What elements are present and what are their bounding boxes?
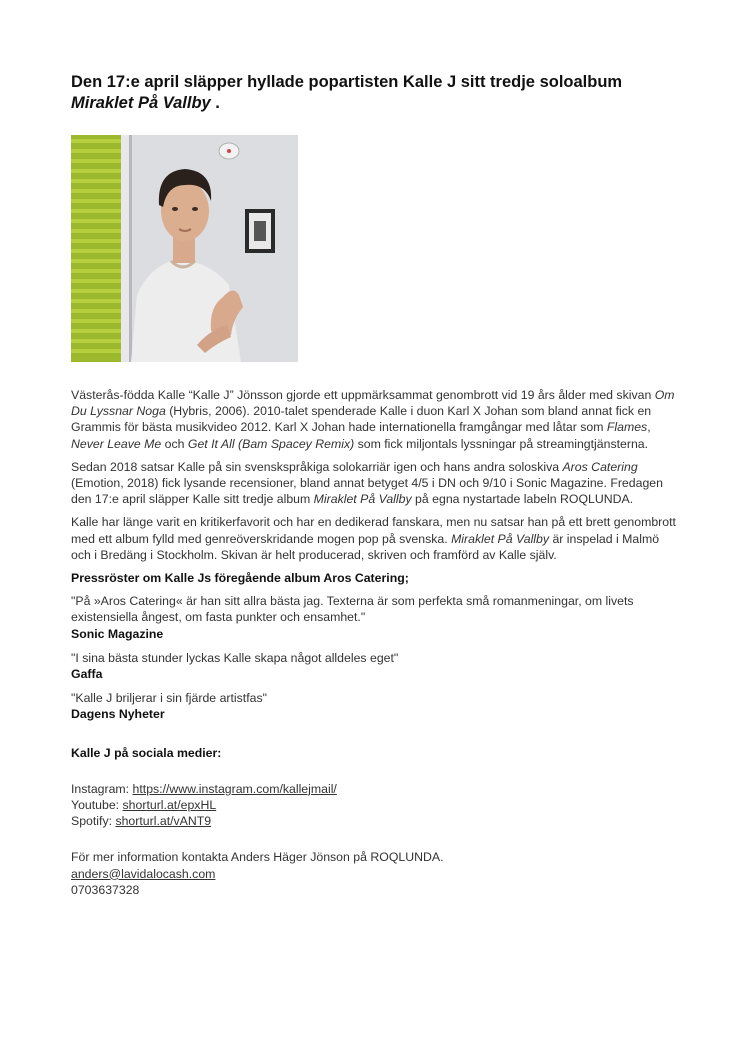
artist-photo — [71, 135, 298, 362]
p2-album-miraklet: Miraklet På Vallby — [313, 492, 412, 507]
p1-song-flames: Flames — [606, 420, 648, 435]
p1-song-get-it-all: Get It All (Bam Spacey Remix) — [187, 436, 355, 451]
p1-text-e: , — [647, 420, 651, 435]
p2-album-aros-catering: Aros Catering — [562, 459, 638, 474]
instagram-line — [71, 781, 676, 797]
press-quote-3: "Kalle J briljerar i sin fjärde artistfas" — [71, 691, 267, 706]
contact-text: För mer information kontakta Anders Häger Jönson på ROQLUNDA. — [71, 850, 444, 865]
p1-song-never-leave-me: Never Leave Me — [71, 436, 162, 451]
title-album: Miraklet På Vallby — [71, 94, 211, 112]
spotify-link[interactable]: shorturl.at/vANT9 — [115, 814, 212, 829]
spotify-line — [71, 813, 676, 829]
press-source-3: Dagens Nyheter — [71, 707, 165, 722]
p1-text-i: som fick miljontals lyssningar på streamingtjänsterna. — [354, 436, 649, 451]
press-quote-1: "På »Aros Catering« är han sitt allra bästa jag. Texterna är som perfekta små romanmeningar, om livets existensiella ångest, om fasta punkter och ensamhet." — [71, 594, 634, 625]
contact-email-link[interactable]: anders@lavidalocash.com — [71, 866, 216, 881]
spotify-label: Spotify: — [71, 814, 116, 829]
paragraph-3 — [71, 514, 676, 563]
youtube-link[interactable]: shorturl.at/epxHL — [122, 798, 217, 813]
press-source-1: Sonic Magazine — [71, 626, 164, 641]
p1-text-g: och — [161, 436, 188, 451]
youtube-label: Youtube: — [71, 798, 123, 813]
paragraph-2 — [71, 459, 676, 508]
press-source-2: Gaffa — [71, 667, 103, 682]
instagram-label: Instagram: — [71, 781, 133, 796]
title-line: Den 17:e april släpper hyllade popartisten Kalle J sitt tredje soloalbum — [71, 73, 623, 91]
instagram-link[interactable]: https://www.instagram.com/kallejmail/ — [132, 781, 337, 796]
p3-album-miraklet: Miraklet På Vallby — [451, 531, 550, 546]
social-heading: Kalle J på sociala medier: — [71, 745, 222, 760]
p1-album-title: Om Du Lyssnar Noga — [71, 388, 675, 419]
p1-text-a: Västerås-födda Kalle “Kalle J” Jönsson gjorde ett uppmärksammat genombrott vid 19 års ålder med skivan — [71, 388, 655, 402]
press-heading: Pressröster om Kalle Js föregående album Aros Catering; — [71, 571, 409, 586]
p2-text-e: på egna nystartade labeln ROQLUNDA. — [411, 492, 634, 507]
p1-text-c: (Hybris, 2006). 2010-talet spenderade Kalle i duon Karl X Johan som bland annat fick en Grammis för bästa musikvideo 2012. Karl X Johan hade internationella framgångar med låtar som — [71, 404, 652, 435]
p3-text-a: Kalle har länge varit en kritikerfavorit och har en dedikerad fanskara, men nu satsar han på ett brett genombrott med ett album fylld med genreöverskridande mogen pop på svenska. — [71, 515, 676, 546]
paragraph-1 — [71, 387, 676, 452]
contact-phone: 0703637328 — [71, 882, 140, 897]
title-end: . — [210, 94, 220, 112]
page-title — [71, 72, 711, 114]
p2-text-a: Sedan 2018 satsar Kalle på sin svenskspråkiga solokarriär igen och hans andra soloskiva — [71, 459, 563, 474]
p2-text-c: (Emotion, 2018) fick lysande recensioner, bland annat betyget 4/5 i DN och 9/10 i Sonic Magazine. Fredagen den 17:e april släpper Kalle sitt tredje album — [71, 476, 663, 507]
p3-text-c: är inspelad i Malmö och i Bredäng i Stockholm. Skivan är helt producerad, skriven och framförd av Kalle själv. — [71, 531, 660, 562]
youtube-line — [71, 797, 676, 813]
article-body — [71, 387, 676, 898]
press-quote-2: "I sina bästa stunder lyckas Kalle skapa något alldeles eget" — [71, 650, 399, 665]
